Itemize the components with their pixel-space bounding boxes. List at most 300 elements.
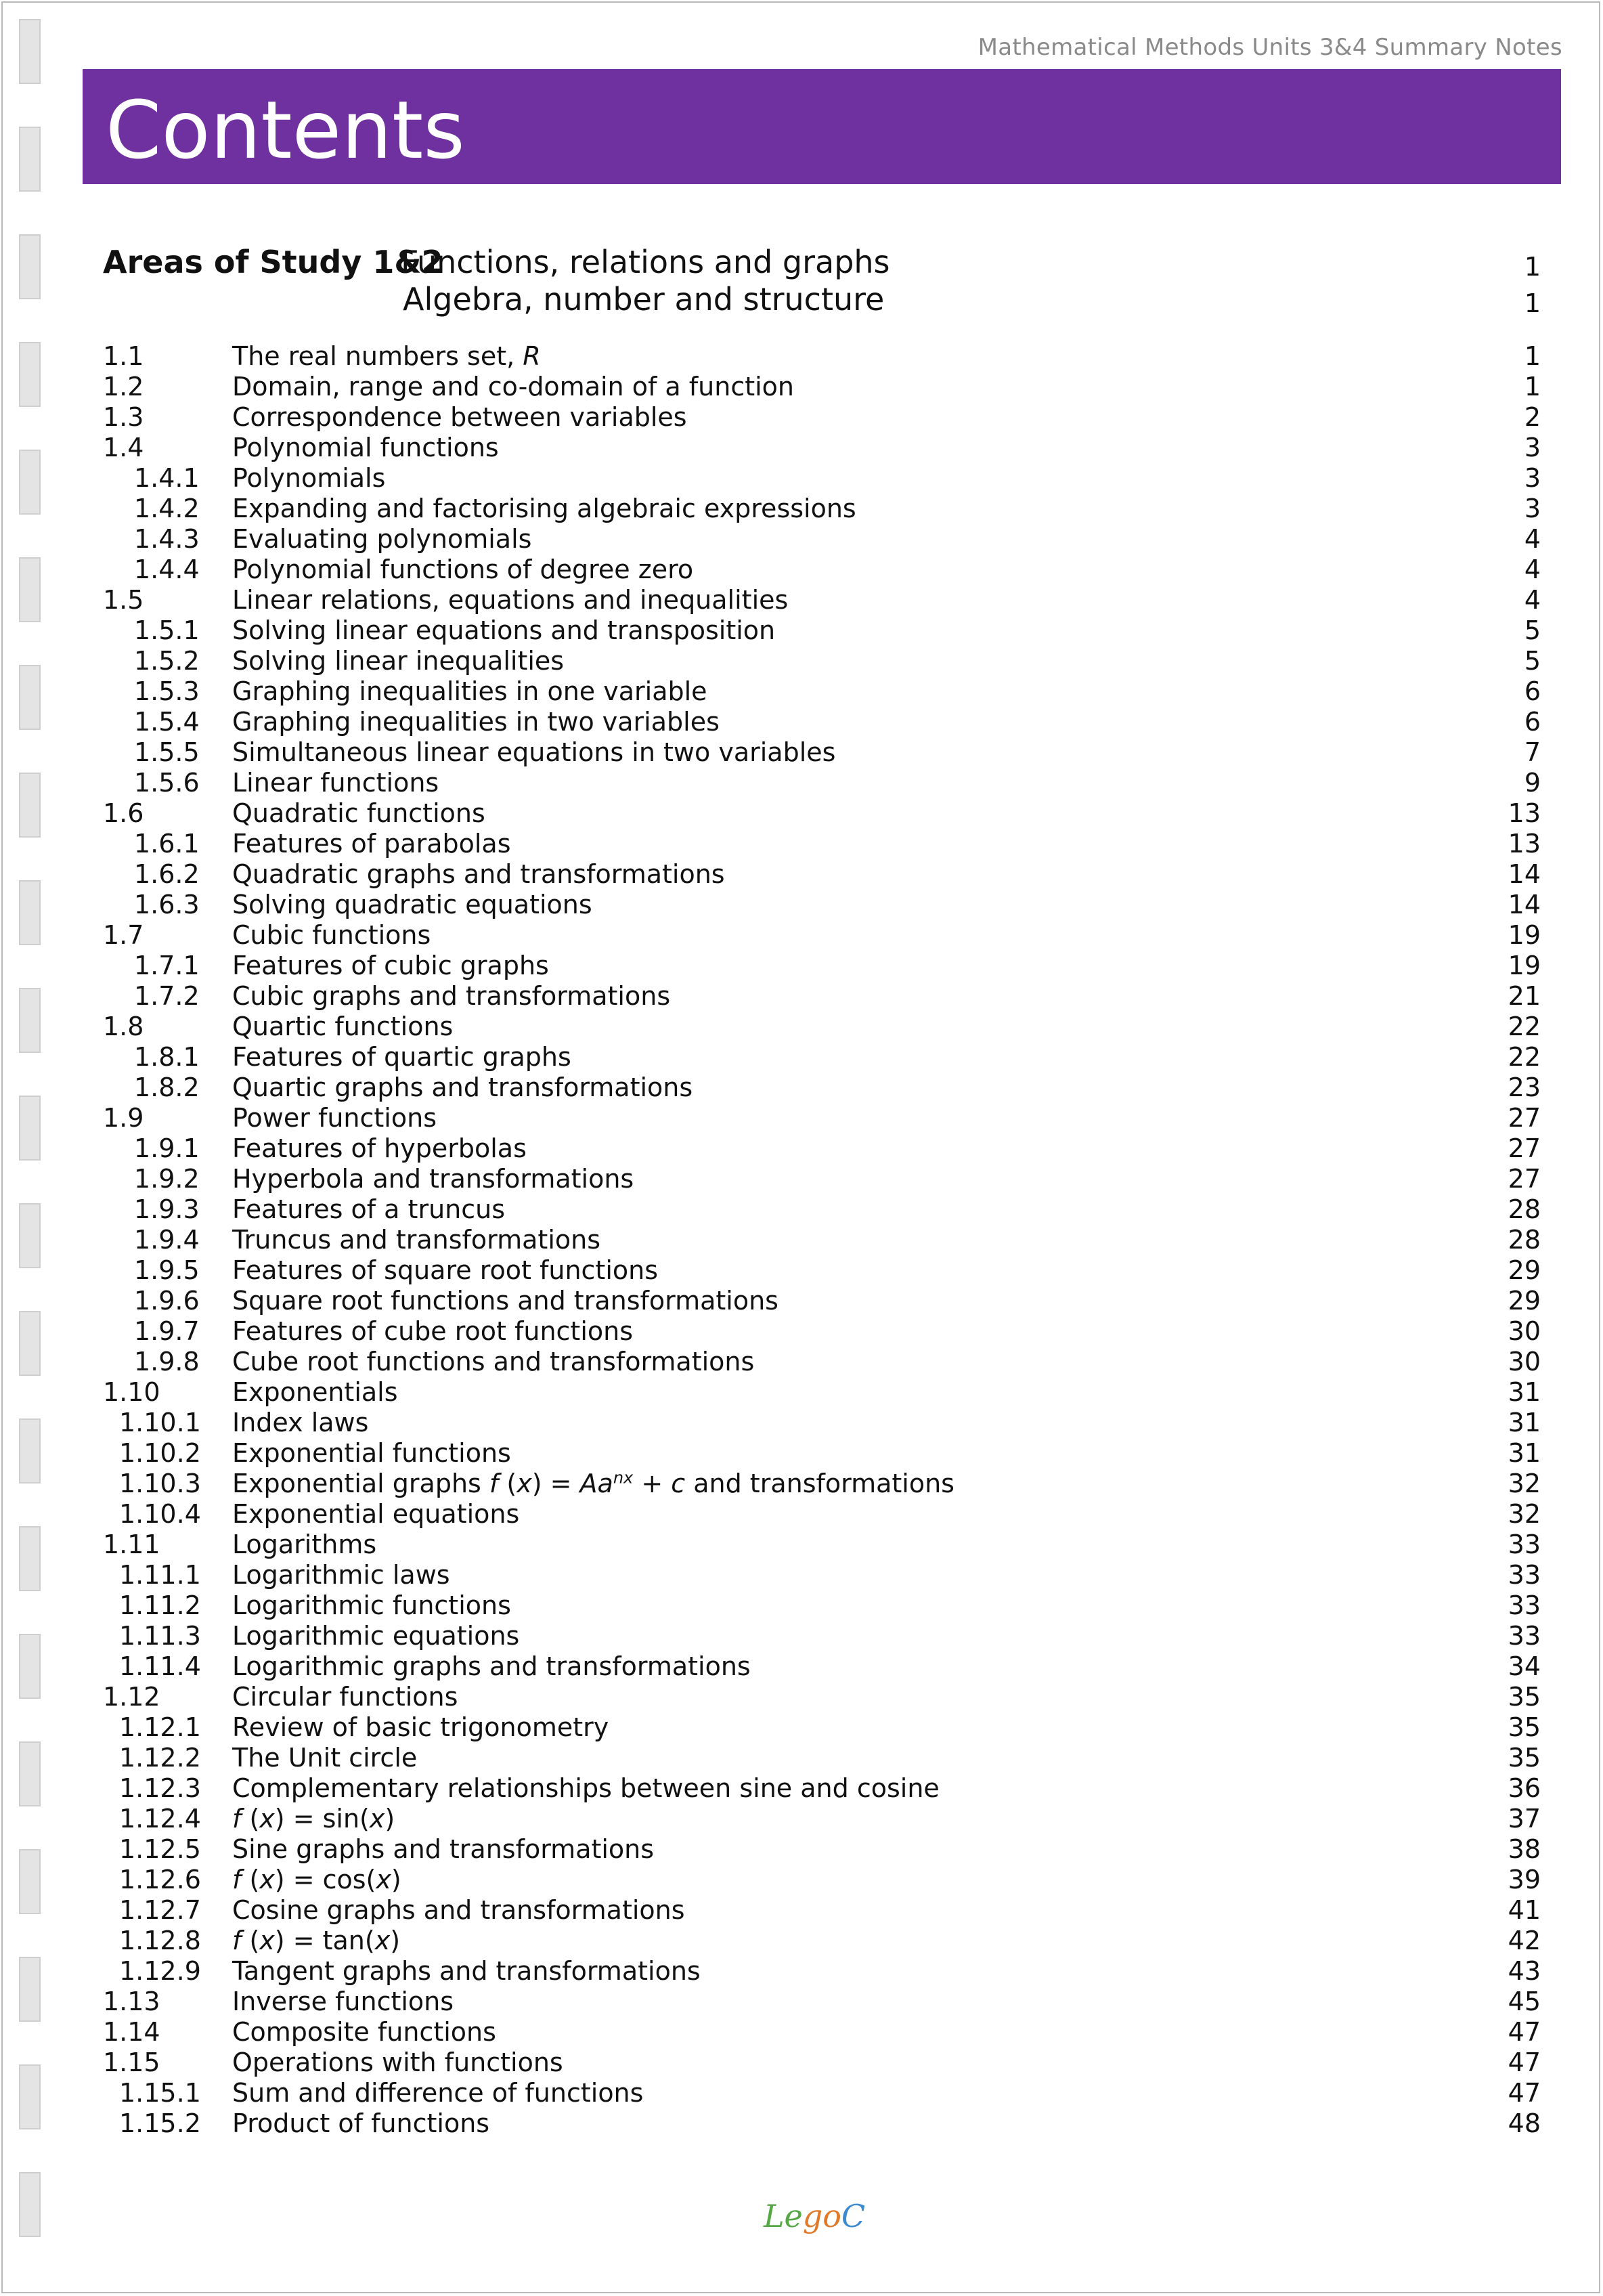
toc-entry-page: 2 (1524, 402, 1541, 432)
toc-entry[interactable] (103, 1042, 1541, 1073)
area-of-study-title-1: Functions, relations and graphs (401, 244, 890, 280)
toc-entry-title: Quadratic functions (232, 798, 485, 828)
fn-text: ( (241, 1865, 260, 1894)
toc-entry-page: 27 (1508, 1133, 1541, 1163)
toc-entry[interactable] (103, 2048, 1541, 2078)
toc-entry-number: 1.12.7 (119, 1895, 201, 1925)
fn-text: ) (385, 1804, 395, 1834)
exp-base: Aa (579, 1469, 613, 1498)
toc-entry-page: 27 (1508, 1103, 1541, 1133)
toc-entry-title: Quartic graphs and transformations (232, 1073, 693, 1102)
toc-entry[interactable] (103, 1621, 1541, 1651)
binder-hole (19, 1526, 41, 1591)
toc-entry-title: Exponential functions (232, 1438, 511, 1468)
toc-entry[interactable] (103, 1865, 1541, 1895)
toc-entry-title: Graphing inequalities in one variable (232, 676, 707, 706)
fn-name: f (232, 1926, 242, 1955)
exp-text: Exponential graphs (232, 1469, 489, 1498)
toc-entry-title: Tangent graphs and transformations (232, 1956, 701, 1986)
toc-entry-title: Linear functions (232, 768, 439, 798)
toc-entry-number: 1.9.6 (134, 1286, 200, 1316)
toc-entry-number: 1.12.9 (119, 1956, 201, 1986)
toc-entry-number: 1.7.1 (134, 951, 200, 980)
toc-entry-title: Quartic functions (232, 1012, 454, 1041)
exp-constant: c (671, 1469, 686, 1498)
toc-entry-title: Index laws (232, 1408, 369, 1437)
toc-entry-page: 1 (1524, 372, 1541, 402)
toc-entry[interactable] (103, 1438, 1541, 1469)
toc-entry[interactable] (103, 2108, 1541, 2139)
toc-entry-page: 4 (1524, 555, 1541, 584)
toc-entry[interactable] (103, 524, 1541, 555)
toc-entry-title: Circular functions (232, 1682, 458, 1712)
toc-entry-page: 33 (1508, 1590, 1541, 1620)
toc-entry-number: 1.10.1 (119, 1408, 201, 1437)
toc-entry-title: Domain, range and co-domain of a function (232, 372, 795, 402)
toc-entry-number: 1.12.8 (119, 1926, 201, 1955)
toc-entry-page: 47 (1508, 2017, 1541, 2047)
toc-entry[interactable] (103, 1164, 1541, 1194)
binder-hole (19, 1849, 41, 1914)
toc-entry-title: Solving linear inequalities (232, 646, 565, 676)
toc-entry[interactable] (103, 1682, 1541, 1712)
toc-entry-page: 3 (1524, 463, 1541, 493)
toc-entry-page: 5 (1524, 615, 1541, 645)
toc-entry-number: 1.12.5 (119, 1834, 201, 1864)
fn-var: x (369, 1804, 385, 1834)
toc-entry-number: 1.4.2 (134, 494, 200, 523)
fn-text: ( (241, 1804, 260, 1834)
toc-entry-page: 4 (1524, 585, 1541, 615)
toc-entry-page: 31 (1508, 1408, 1541, 1437)
toc-entry-page: 28 (1508, 1194, 1541, 1224)
toc-entry-number: 1.10 (103, 1377, 160, 1407)
toc-entry-number: 1.9 (103, 1103, 144, 1133)
toc-entry[interactable] (103, 951, 1541, 981)
fn-var: x (376, 1865, 391, 1894)
toc-entry-page: 36 (1508, 1773, 1541, 1803)
toc-entry[interactable] (103, 1347, 1541, 1377)
title-banner (83, 69, 1561, 184)
toc-entry-page: 35 (1508, 1743, 1541, 1773)
binder-hole (19, 1957, 41, 2022)
toc-entry[interactable] (103, 890, 1541, 920)
toc-entry[interactable] (103, 1956, 1541, 1987)
toc-entry-page: 6 (1524, 676, 1541, 706)
toc-entry[interactable] (103, 1895, 1541, 1926)
toc-entry[interactable] (103, 1560, 1541, 1590)
toc-entry-page: 13 (1508, 829, 1541, 859)
toc-entry[interactable] (103, 1377, 1541, 1408)
toc-entry[interactable] (103, 2078, 1541, 2108)
fn-text: ) = sin( (274, 1804, 370, 1834)
toc-entry-page: 7 (1524, 737, 1541, 767)
toc-entry-title: The Unit circle (232, 1743, 418, 1773)
toc-entry-number: 1.12.3 (119, 1773, 201, 1803)
toc-entry-title: Inverse functions (232, 1987, 454, 2016)
exp-text: + (633, 1469, 672, 1498)
toc-entry-number: 1.7.2 (134, 981, 200, 1011)
area-of-study-title-2: Algebra, number and structure (403, 281, 885, 318)
toc-entry[interactable] (103, 1743, 1541, 1773)
toc-entry-number: 1.4.4 (134, 555, 200, 584)
toc-entry[interactable] (103, 2017, 1541, 2048)
toc-entry-title: Cubic graphs and transformations (232, 981, 671, 1011)
toc-entry[interactable] (103, 372, 1541, 402)
binder-hole (19, 234, 41, 299)
toc-entry-title (232, 1804, 395, 1834)
toc-entry-number: 1.5 (103, 585, 144, 615)
fn-text: ) = tan( (274, 1926, 375, 1955)
toc-entry-page: 47 (1508, 2048, 1541, 2077)
toc-entry-page: 6 (1524, 707, 1541, 737)
toc-entry-title (232, 341, 541, 372)
toc-entry-number: 1.13 (103, 1987, 160, 2016)
toc-entry-number: 1.6.2 (134, 859, 200, 889)
toc-entry[interactable] (103, 981, 1541, 1012)
toc-entry-number: 1.12.1 (119, 1712, 201, 1742)
table-of-contents (103, 341, 1541, 2139)
toc-entry-number: 1.6.3 (134, 890, 200, 919)
toc-entry-page: 3 (1524, 494, 1541, 523)
toc-entry-page: 5 (1524, 646, 1541, 676)
toc-entry-page: 13 (1508, 798, 1541, 828)
toc-entry[interactable] (103, 737, 1541, 768)
toc-entry-number: 1.8.1 (134, 1042, 200, 1072)
toc-entry-title: Correspondence between variables (232, 402, 687, 432)
toc-entry-page: 19 (1508, 920, 1541, 950)
toc-entry-page: 41 (1508, 1895, 1541, 1925)
toc-entry-title: Quadratic graphs and transformations (232, 859, 725, 889)
running-header: Mathematical Methods Units 3&4 Summary Notes (978, 34, 1562, 61)
binder-hole (19, 342, 41, 407)
toc-entry[interactable] (103, 1590, 1541, 1621)
fn-text: ) = cos( (274, 1865, 376, 1894)
toc-entry-page: 19 (1508, 951, 1541, 980)
exp-fn-name: f (489, 1469, 499, 1498)
toc-entry-page: 33 (1508, 1560, 1541, 1590)
binder-hole (19, 1203, 41, 1268)
toc-entry-title: Exponentials (232, 1377, 398, 1407)
area-of-study-heading (103, 244, 1541, 318)
toc-entry-title: Cubic functions (232, 920, 431, 950)
toc-entry-number: 1.10.2 (119, 1438, 201, 1468)
toc-entry[interactable] (103, 646, 1541, 676)
binder-hole (19, 880, 41, 945)
toc-entry-number: 1.15.1 (119, 2078, 201, 2108)
exp-text: ( (498, 1469, 517, 1498)
toc-entry-title: Polynomial functions (232, 433, 499, 462)
toc-entry[interactable] (103, 1316, 1541, 1347)
toc-entry[interactable] (103, 676, 1541, 707)
exp-text: and transformations (685, 1469, 954, 1498)
toc-entry[interactable] (103, 1194, 1541, 1225)
binder-hole (19, 1311, 41, 1376)
toc-entry-title: Logarithmic graphs and transformations (232, 1651, 751, 1681)
toc-entry-number: 1.5.1 (134, 615, 200, 645)
toc-entry[interactable] (103, 1499, 1541, 1530)
toc-entry[interactable] (103, 1712, 1541, 1743)
toc-entry-page: 47 (1508, 2078, 1541, 2108)
toc-entry[interactable] (103, 1286, 1541, 1316)
toc-entry[interactable] (103, 615, 1541, 646)
toc-entry-title: Features of a truncus (232, 1194, 506, 1224)
toc-entry-title: Operations with functions (232, 2048, 563, 2077)
toc-entry[interactable] (103, 1804, 1541, 1834)
toc-entry-number: 1.12 (103, 1682, 160, 1712)
area-of-study-page-2: 1 (1524, 288, 1541, 318)
toc-entry-number: 1.15 (103, 2048, 160, 2077)
exp-var: x (517, 1469, 532, 1498)
toc-entry[interactable] (103, 494, 1541, 524)
fn-var: x (374, 1926, 391, 1955)
toc-entry-title: Cosine graphs and transformations (232, 1895, 685, 1925)
binder-hole (19, 988, 41, 1053)
toc-entry-title: Graphing inequalities in two variables (232, 707, 720, 737)
toc-entry-number: 1.15.2 (119, 2108, 201, 2138)
toc-entry-page: 22 (1508, 1012, 1541, 1041)
toc-entry[interactable] (103, 1012, 1541, 1042)
toc-entry-number: 1.11.2 (119, 1590, 201, 1620)
page-title: Contents (106, 83, 465, 177)
toc-entry-title: Evaluating polynomials (232, 524, 532, 554)
toc-entry-page: 39 (1508, 1865, 1541, 1894)
toc-entry-number: 1.11.1 (119, 1560, 201, 1590)
toc-entry-number: 1.4.3 (134, 524, 200, 554)
toc-entry-number: 1.9.7 (134, 1316, 200, 1346)
toc-entry-page: 21 (1508, 981, 1541, 1011)
toc-entry-number: 1.14 (103, 2017, 160, 2047)
toc-entry-title: Simultaneous linear equations in two variables (232, 737, 836, 767)
toc-entry[interactable] (103, 768, 1541, 798)
toc-entry[interactable] (103, 463, 1541, 494)
toc-entry[interactable] (103, 1408, 1541, 1438)
toc-entry-title: Linear relations, equations and inequalities (232, 585, 789, 615)
toc-entry-title: Expanding and factorising algebraic expressions (232, 494, 856, 523)
toc-entry[interactable] (103, 1651, 1541, 1682)
exp-text: ) = (531, 1469, 580, 1498)
fn-text: ) (390, 1926, 401, 1955)
logo-part-3: C (841, 2198, 866, 2234)
toc-entry[interactable] (103, 1773, 1541, 1804)
toc-entry-title: Features of hyperbolas (232, 1133, 527, 1163)
toc-entry[interactable] (103, 402, 1541, 433)
toc-entry[interactable] (103, 829, 1541, 859)
toc-entry-title: Logarithmic functions (232, 1590, 511, 1620)
toc-entry-number: 1.12.6 (119, 1865, 201, 1894)
toc-entry[interactable] (103, 920, 1541, 951)
title-text: The real numbers set, (232, 341, 523, 371)
toc-entry-title: Square root functions and transformations (232, 1286, 778, 1316)
toc-entry-title: Sum and difference of functions (232, 2078, 644, 2108)
toc-entry-title: Logarithmic equations (232, 1621, 520, 1651)
toc-entry-page: 3 (1524, 433, 1541, 462)
toc-entry[interactable] (103, 1987, 1541, 2017)
toc-entry-number: 1.5.6 (134, 768, 200, 798)
toc-entry-page: 48 (1508, 2108, 1541, 2138)
title-variable: R (523, 341, 541, 371)
toc-entry[interactable] (103, 341, 1541, 372)
toc-entry-number: 1.12.2 (119, 1743, 201, 1773)
fn-text: ) (391, 1865, 401, 1894)
toc-entry[interactable] (103, 1103, 1541, 1133)
toc-entry-page: 33 (1508, 1530, 1541, 1559)
binder-hole (19, 665, 41, 730)
toc-entry[interactable] (103, 707, 1541, 737)
binder-hole (19, 773, 41, 838)
binder-hole (19, 450, 41, 515)
toc-entry-number: 1.6 (103, 798, 144, 828)
toc-entry-number: 1.11 (103, 1530, 160, 1559)
toc-entry-title: Review of basic trigonometry (232, 1712, 609, 1742)
toc-entry[interactable] (103, 433, 1541, 463)
toc-entry-number: 1.9.2 (134, 1164, 200, 1194)
binder-hole (19, 1741, 41, 1806)
fn-var: x (259, 1804, 275, 1834)
toc-entry-number: 1.9.3 (134, 1194, 200, 1224)
toc-entry-number: 1.9.4 (134, 1225, 200, 1255)
toc-entry-page: 30 (1508, 1316, 1541, 1346)
toc-entry-title: Composite functions (232, 2017, 496, 2047)
toc-entry-title (232, 1865, 401, 1895)
fn-var: x (259, 1865, 275, 1894)
toc-entry-number: 1.1 (103, 341, 144, 371)
toc-entry-page: 29 (1508, 1286, 1541, 1316)
toc-entry-number: 1.2 (103, 372, 144, 402)
toc-entry[interactable] (103, 1926, 1541, 1956)
toc-entry-title: Product of functions (232, 2108, 490, 2138)
binder-hole (19, 1418, 41, 1483)
toc-entry-number: 1.5.3 (134, 676, 200, 706)
binder-hole (19, 2172, 41, 2237)
toc-entry-title: Complementary relationships between sine and cosine (232, 1773, 940, 1803)
toc-entry[interactable] (103, 1225, 1541, 1255)
toc-entry-page: 30 (1508, 1347, 1541, 1377)
toc-entry[interactable] (103, 859, 1541, 890)
toc-entry-page: 35 (1508, 1712, 1541, 1742)
logo-part-1: Le (764, 2198, 803, 2234)
toc-entry-title: Cube root functions and transformations (232, 1347, 755, 1377)
toc-entry-number: 1.5.2 (134, 646, 200, 676)
toc-entry-page: 22 (1508, 1042, 1541, 1072)
toc-entry-page: 38 (1508, 1834, 1541, 1864)
toc-entry-page: 34 (1508, 1651, 1541, 1681)
binder-hole (19, 1634, 41, 1699)
toc-entry-page: 4 (1524, 524, 1541, 554)
toc-entry-title: Polynomial functions of degree zero (232, 555, 694, 584)
fn-name: f (232, 1865, 242, 1894)
toc-entry-title: Solving linear equations and transposition (232, 615, 776, 645)
area-of-study-label: Areas of Study 1&2 (103, 244, 443, 280)
binder-hole (19, 127, 41, 192)
toc-entry-page: 32 (1508, 1469, 1541, 1498)
fn-name: f (232, 1804, 242, 1834)
toc-entry-title: Truncus and transformations (232, 1225, 601, 1255)
toc-entry-number: 1.8.2 (134, 1073, 200, 1102)
toc-entry-title: Logarithmic laws (232, 1560, 450, 1590)
binder-hole (19, 1096, 41, 1161)
toc-entry-page: 14 (1508, 859, 1541, 889)
lego-c-logo (764, 2198, 866, 2252)
toc-entry-title (232, 1469, 954, 1499)
toc-entry-number: 1.11.4 (119, 1651, 201, 1681)
toc-entry-page: 32 (1508, 1499, 1541, 1529)
toc-entry-title: Solving quadratic equations (232, 890, 592, 919)
toc-entry-page: 43 (1508, 1956, 1541, 1986)
toc-entry-page: 14 (1508, 890, 1541, 919)
toc-entry-page: 29 (1508, 1255, 1541, 1285)
toc-entry-page: 33 (1508, 1621, 1541, 1651)
toc-entry-page: 27 (1508, 1164, 1541, 1194)
toc-entry-page: 23 (1508, 1073, 1541, 1102)
toc-entry-number: 1.10.4 (119, 1499, 201, 1529)
toc-entry-title: Features of cube root functions (232, 1316, 634, 1346)
toc-entry-page: 42 (1508, 1926, 1541, 1955)
toc-entry-number: 1.9.1 (134, 1133, 200, 1163)
toc-entry-title: Logarithms (232, 1530, 377, 1559)
logo-part-2: go (802, 2198, 841, 2234)
toc-entry-page: 35 (1508, 1682, 1541, 1712)
toc-entry-page: 9 (1524, 768, 1541, 798)
toc-entry-title: Hyperbola and transformations (232, 1164, 634, 1194)
toc-entry-page: 31 (1508, 1377, 1541, 1407)
toc-entry[interactable] (103, 1469, 1541, 1499)
toc-entry-number: 1.9.5 (134, 1255, 200, 1285)
toc-entry-title: Polynomials (232, 463, 386, 493)
toc-entry-page: 37 (1508, 1804, 1541, 1834)
toc-entry-title: Sine graphs and transformations (232, 1834, 655, 1864)
toc-entry-title (232, 1926, 400, 1956)
toc-entry[interactable] (103, 1255, 1541, 1286)
binder-hole (19, 2064, 41, 2129)
toc-entry[interactable] (103, 1834, 1541, 1865)
toc-entry[interactable] (103, 1133, 1541, 1164)
fn-var: x (259, 1926, 275, 1955)
toc-entry-number: 1.11.3 (119, 1621, 201, 1651)
toc-entry-number: 1.5.5 (134, 737, 200, 767)
area-of-study-page-1: 1 (1524, 252, 1541, 282)
toc-entry-number: 1.3 (103, 402, 144, 432)
toc-entry-page: 28 (1508, 1225, 1541, 1255)
toc-entry[interactable] (103, 585, 1541, 615)
toc-entry-title: Features of parabolas (232, 829, 511, 859)
exp-exponent: nx (613, 1468, 634, 1488)
toc-entry-title: Features of cubic graphs (232, 951, 549, 980)
toc-entry[interactable] (103, 1530, 1541, 1560)
toc-entry[interactable] (103, 1073, 1541, 1103)
toc-entry-number: 1.6.1 (134, 829, 200, 859)
toc-entry-number: 1.4 (103, 433, 144, 462)
toc-entry-number: 1.4.1 (134, 463, 200, 493)
fn-text: ( (241, 1926, 260, 1955)
binder-hole (19, 19, 41, 84)
toc-entry[interactable] (103, 798, 1541, 829)
toc-entry[interactable] (103, 555, 1541, 585)
toc-entry-title: Power functions (232, 1103, 437, 1133)
toc-entry-title: Features of quartic graphs (232, 1042, 571, 1072)
binder-hole (19, 557, 41, 622)
toc-entry-number: 1.9.8 (134, 1347, 200, 1377)
toc-entry-page: 45 (1508, 1987, 1541, 2016)
toc-entry-page: 1 (1524, 341, 1541, 371)
toc-entry-number: 1.5.4 (134, 707, 200, 737)
toc-entry-page: 31 (1508, 1438, 1541, 1468)
toc-entry-number: 1.7 (103, 920, 144, 950)
toc-entry-title: Features of square root functions (232, 1255, 659, 1285)
toc-entry-number: 1.8 (103, 1012, 144, 1041)
toc-entry-number: 1.12.4 (119, 1804, 201, 1834)
toc-entry-number: 1.10.3 (119, 1469, 201, 1498)
